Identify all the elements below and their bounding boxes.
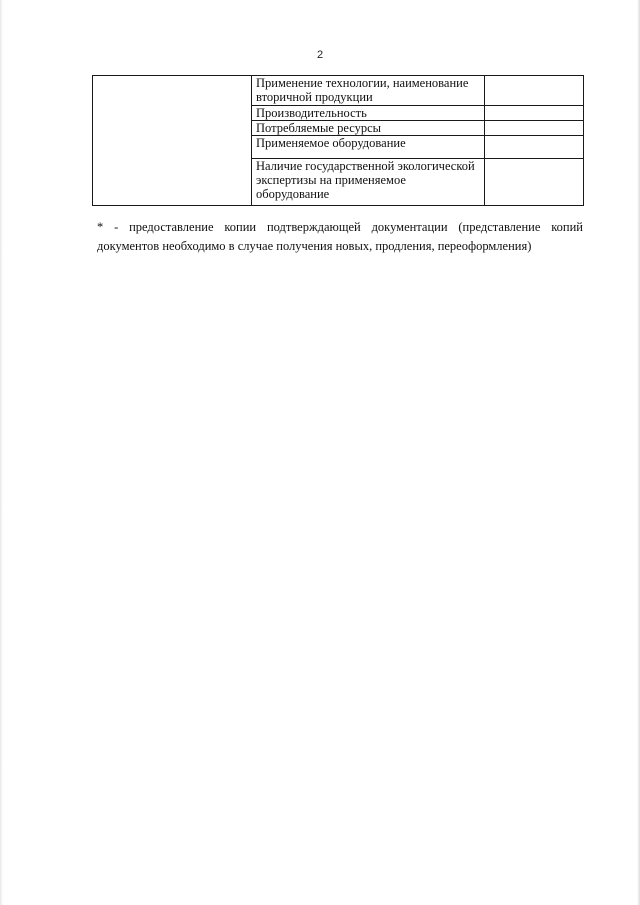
row-value-expertise [485,159,584,206]
merged-left-cell [93,76,252,206]
table-row [93,76,584,106]
row-value-productivity [485,106,584,121]
footnote-text: * - предоставление копии подтверждающей документации (представление копий документов необходимо в случае получения новых, продления, переоформления) [97,220,583,253]
row-label-technology: Применение технологии, наименование вторичной продукции [252,76,485,106]
row-value-equipment [485,136,584,159]
scan-left-edge [0,0,3,905]
requirements-table [92,75,584,206]
row-label-resources: Потребляемые ресурсы [252,121,485,136]
row-value-technology [485,76,584,106]
row-value-resources [485,121,584,136]
row-label-equipment: Применяемое оборудование [252,136,485,159]
row-label-productivity: Производительность [252,106,485,121]
page-number: 2 [316,49,324,61]
row-label-expertise: Наличие государственной экологической экспертизы на применяемое оборудование [252,159,485,206]
